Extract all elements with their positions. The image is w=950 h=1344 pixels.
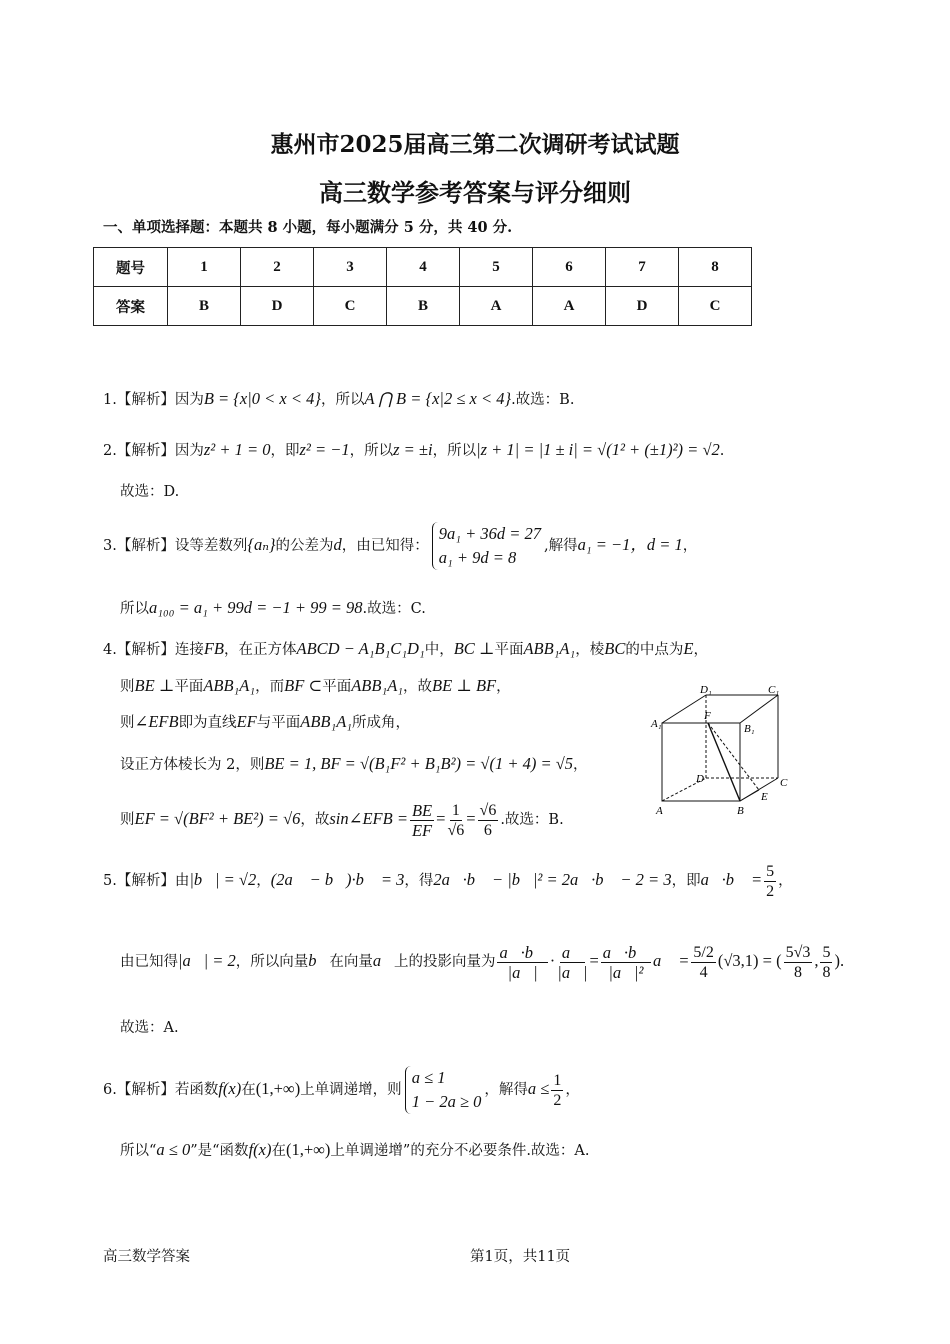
q5-text: ，所以向量: [235, 954, 309, 970]
q3-prefix: 3.【解析】设等差数列: [103, 538, 248, 554]
q4-math: BE ⊥ BF: [432, 676, 497, 695]
q4-text: 设正方体棱长为 2，则: [120, 757, 265, 773]
q3-eq-2: a₁ + 9d = 8: [438, 548, 517, 567]
q4-text: ，在正方体: [224, 642, 297, 658]
q6-text: 在: [271, 1143, 286, 1159]
q3-equation-system: [432, 522, 541, 570]
q6-math: (1,+∞): [255, 1079, 301, 1098]
table-cell: A: [533, 287, 606, 326]
q5-math: a⃗·b⃗ =: [700, 870, 763, 889]
q4-math: BF ⊂: [284, 676, 323, 695]
q5-text: 在向量: [329, 954, 373, 970]
answer-table: [93, 247, 752, 326]
q2-conclusion: 故选：D.: [120, 484, 180, 500]
q6-math: (1,+∞): [285, 1140, 331, 1159]
q5-math: ).: [834, 951, 845, 970]
q6-math: f(x): [218, 1079, 242, 1098]
denominator: √6: [447, 821, 465, 839]
solution-6-line-1: [103, 1063, 580, 1116]
q4-math: EF = √(BF² + BE²) = √6: [134, 809, 301, 828]
q4-math: FB: [203, 639, 225, 658]
solution-4-line-4: [120, 754, 588, 775]
denominator: |a⃗|: [507, 962, 538, 982]
q6-inequality-system: [405, 1066, 482, 1114]
label-E: E: [761, 791, 768, 803]
solution-5-line-1: [103, 858, 793, 903]
denominator: EF: [411, 820, 433, 840]
table-cell: B: [168, 287, 241, 326]
q2-math-3: z = ±i: [393, 440, 433, 459]
numerator: 1: [553, 1071, 562, 1089]
q6-text: 上单调递增”的充分不必要条件.故选：A.: [330, 1143, 590, 1159]
numerator: a⃗·b⃗: [602, 942, 650, 962]
label-D1: D₁: [700, 684, 712, 696]
q4-math: ABB₁A₁: [523, 639, 576, 658]
q5-math: |a⃗| = 2: [178, 951, 236, 970]
numerator: 5/2: [693, 943, 714, 961]
table-cell: C: [314, 287, 387, 326]
q5-fraction: [601, 943, 651, 982]
q4-text: 即为直线: [178, 715, 237, 731]
q4-text: 的中点为: [625, 642, 684, 658]
denominator: 2: [553, 1091, 562, 1109]
q4-math: ∠EFB: [134, 712, 179, 731]
solution-4-line-5: 则EF = √(BF² + BE²) = √6，故sin∠EFB = $\frac{BE}{EF}$ = $\frac{1}{√6}$ = $\frac{√6}{6}$ .故选：B.: [120, 800, 564, 840]
q3-line2-pre: 所以: [120, 601, 149, 617]
q2-math-4: |z + 1| = |1 ± i| = √(1² + (±1)²) = √2: [476, 440, 720, 459]
q5-text: ，即: [671, 873, 701, 889]
q5-math: (2a⃗ − b⃗)·b⃗ = 3: [270, 870, 405, 889]
solution-3: [103, 522, 697, 570]
q4-text: .故选：B.: [500, 812, 564, 828]
q3-math-3: a₁ = −1，d = 1: [577, 535, 683, 554]
numerator: a⃗·b⃗: [499, 942, 546, 962]
solution-1: [103, 389, 574, 410]
q4-text: ，而: [255, 679, 285, 695]
q5-math: a⃗: [372, 951, 394, 970]
solution-2: [103, 440, 724, 461]
table-cell: D: [606, 287, 679, 326]
cube-figure: [650, 683, 800, 818]
q6-text: ，解得: [484, 1082, 528, 1098]
q4-math: BC ⊥: [453, 639, 495, 658]
q2-text-1: ，即: [270, 443, 300, 459]
q4-text: ，棱: [575, 642, 605, 658]
table-cell: 5: [460, 248, 533, 287]
q4-text: 则: [120, 812, 135, 828]
q4-math: ABCD − A₁B₁C₁D₁: [296, 639, 425, 658]
label-C1: C₁: [768, 684, 780, 696]
q6-text: 上单调递增，则: [300, 1082, 402, 1098]
q2-text-2: ，所以: [349, 443, 394, 459]
label-D: D: [696, 773, 704, 785]
q1-math-2: A ⋂ B = {x|2 ≤ x < 4}: [364, 389, 512, 408]
table-cell: 6: [533, 248, 606, 287]
q6-math: f(x): [248, 1140, 272, 1159]
solution-5-line-2: 由已知得|a⃗| = 2，所以向量b⃗在向量a⃗上的投影向量为 $\frac{a⃗\cdot b⃗}{|a⃗|}$ · $\frac{a⃗}{|a⃗|}$ = $\frac{a⃗\cdot b⃗}{\text{|a⃗|²}}$ a⃗ = $\frac{5/2}{4}$ (√3,1) = ( $\frac{5√3}{8}$ , $\frac{5}{8}$ ).: [120, 942, 845, 982]
denominator: |a⃗|²: [608, 962, 644, 982]
q5-math: a⃗ =: [653, 951, 690, 970]
q4-math: sin∠EFB =: [329, 809, 408, 828]
q5-fraction: [784, 943, 813, 982]
q3-math-1: {aₙ}: [247, 535, 276, 554]
table-cell: D: [241, 287, 314, 326]
q2-math-2: z² = −1: [299, 440, 350, 459]
q4-text: 中，: [424, 642, 454, 658]
table-cell: 2: [241, 248, 314, 287]
document-subtitle: 高三数学参考答案与评分细则: [319, 178, 631, 207]
q3-eq-1: 9a₁ + 36d = 27: [438, 524, 541, 543]
front-face: [662, 723, 740, 801]
q4-math: BE ⊥: [134, 676, 175, 695]
q5-text: ，: [778, 873, 793, 889]
q2-prefix: 2.【解析】因为: [103, 443, 204, 459]
table-cell: 8: [679, 248, 752, 287]
table-cell: A: [460, 287, 533, 326]
section-heading: 一、单项选择题：本题共 8 小题，每小题满分 5 分，共 40 分.: [103, 219, 513, 236]
q5-math: b⃗: [308, 951, 330, 970]
q4-math: BC: [604, 639, 626, 658]
numerator: 5√3: [785, 943, 811, 961]
q2-math-1: z² + 1 = 0: [203, 440, 271, 459]
row-label-answer: 答案: [94, 287, 168, 326]
table-row-answers: [94, 287, 752, 326]
q1-math-1: B = {x|0 < x < 4}: [203, 389, 321, 408]
table-cell: B: [387, 287, 460, 326]
q6-text: ”是“函数: [190, 1143, 249, 1159]
q5-text: 上的投影向量为: [393, 954, 496, 970]
q4-math: ABB₁A₁: [203, 676, 256, 695]
q5-fraction: [691, 943, 715, 982]
q4-text: 平面: [494, 642, 524, 658]
table-cell: C: [679, 287, 752, 326]
row-label-number: 题号: [94, 248, 168, 287]
solution-4-line-1: [103, 639, 708, 660]
numerator: √6: [479, 801, 497, 819]
table-row-numbers: [94, 248, 752, 287]
q3-math-2: d: [333, 535, 342, 554]
q3-line2-post: .故选：C.: [362, 601, 426, 617]
label-B: B: [737, 805, 744, 817]
label-F: F: [704, 710, 711, 722]
q1-prefix: 1.【解析】因为: [103, 392, 204, 408]
q5-math: |b⃗| = √2: [189, 870, 257, 889]
denominator: 4: [699, 963, 708, 981]
page-number: 第1页，共11页: [470, 1249, 571, 1265]
q4-text: ，: [693, 642, 708, 658]
q5-text: ，: [256, 873, 271, 889]
q6-ineq-1: a ≤ 1: [411, 1068, 446, 1087]
footer-left: 高三数学答案: [103, 1249, 190, 1265]
numerator: BE: [411, 800, 433, 820]
q4-text: ，: [496, 679, 511, 695]
q4-text: 平面: [322, 679, 352, 695]
q6-math: a ≤: [527, 1079, 550, 1098]
numerator: 5: [766, 862, 775, 880]
q4-text: 4.【解析】连接: [103, 642, 204, 658]
q6-text: 在: [241, 1082, 256, 1098]
solution-4-line-3: [120, 712, 410, 733]
q5-fraction: [557, 943, 587, 982]
q5-fraction: [497, 943, 547, 982]
q3-text-4: ，: [682, 538, 698, 554]
table-cell: 3: [314, 248, 387, 287]
table-cell: 1: [168, 248, 241, 287]
numerator: 1: [451, 801, 460, 819]
q4-math: ABB₁A₁: [300, 712, 353, 731]
table-cell: 7: [606, 248, 679, 287]
denominator: 8: [822, 963, 831, 981]
q6-ineq-2: 1 − 2a ≥ 0: [411, 1092, 482, 1111]
denominator: 8: [793, 963, 802, 981]
q5-text: ，得: [404, 873, 434, 889]
q4-math: E: [683, 639, 694, 658]
numerator: a⃗: [561, 942, 583, 962]
q3-line-2: [120, 598, 426, 619]
q6-text: 所以“: [120, 1143, 157, 1159]
q4-text: 则: [120, 715, 135, 731]
q6-fraction: [551, 1071, 563, 1110]
q5-fraction: [820, 943, 832, 982]
q3-text-1: 的公差为: [275, 538, 334, 554]
denominator: 2: [766, 882, 775, 900]
q4-fraction: [447, 801, 464, 840]
q4-math: ABB₁A₁: [351, 676, 404, 695]
q5-math: 2a⃗·b⃗ − |b⃗|² = 2a⃗·b⃗ − 2 = 3: [433, 870, 672, 889]
label-A: A: [656, 805, 663, 817]
solution-4-line-2: [120, 676, 511, 697]
q1-text-2: .故选：B.: [511, 392, 575, 408]
q4-math: EF: [236, 712, 257, 731]
q4-text: ，: [573, 757, 588, 773]
q2-text-4: .: [719, 443, 725, 459]
q5-conclusion: 故选：A.: [120, 1020, 179, 1036]
q5-text: 5.【解析】由: [103, 873, 190, 889]
q4-text: 平面: [174, 679, 204, 695]
label-B1: B₁: [744, 723, 755, 735]
q1-text-1: ，所以: [320, 392, 365, 408]
q3-text-2: ，由已知得：: [341, 538, 429, 554]
denominator: 6: [483, 821, 492, 839]
q4-fraction: [410, 801, 434, 840]
label-A1: A₁: [651, 718, 662, 730]
q4-fraction: [478, 801, 499, 840]
q3-text-3: ,解得: [544, 538, 578, 554]
q6-math: a ≤ 0: [156, 1140, 191, 1159]
q6-text: 6.【解析】若函数: [103, 1082, 219, 1098]
label-C: C: [780, 777, 788, 789]
q4-text: 则: [120, 679, 135, 695]
denominator: |a⃗|: [557, 962, 588, 982]
q5-math: (√3,1) = (: [717, 951, 782, 970]
q4-text: ，故: [403, 679, 433, 695]
q4-text: 所成角，: [352, 715, 411, 731]
q3-line2-math: a₁₀₀ = a₁ + 99d = −1 + 99 = 98: [149, 598, 363, 617]
q4-text: ，故: [300, 812, 330, 828]
q5-fraction: [764, 862, 776, 901]
q2-text-3: ，所以: [432, 443, 477, 459]
numerator: 5: [822, 943, 831, 961]
q6-text: ，: [565, 1082, 580, 1098]
q4-math: BE = 1, BF = √(B₁F² + B₁B²) = √(1 + 4) = √5: [264, 754, 574, 773]
solution-6-line-2: [120, 1140, 590, 1161]
document-title: 惠州市2025届高三第二次调研考试试题: [270, 131, 680, 158]
table-cell: 4: [387, 248, 460, 287]
q4-text: 与平面: [256, 715, 301, 731]
q5-text: 由已知得: [120, 954, 178, 970]
